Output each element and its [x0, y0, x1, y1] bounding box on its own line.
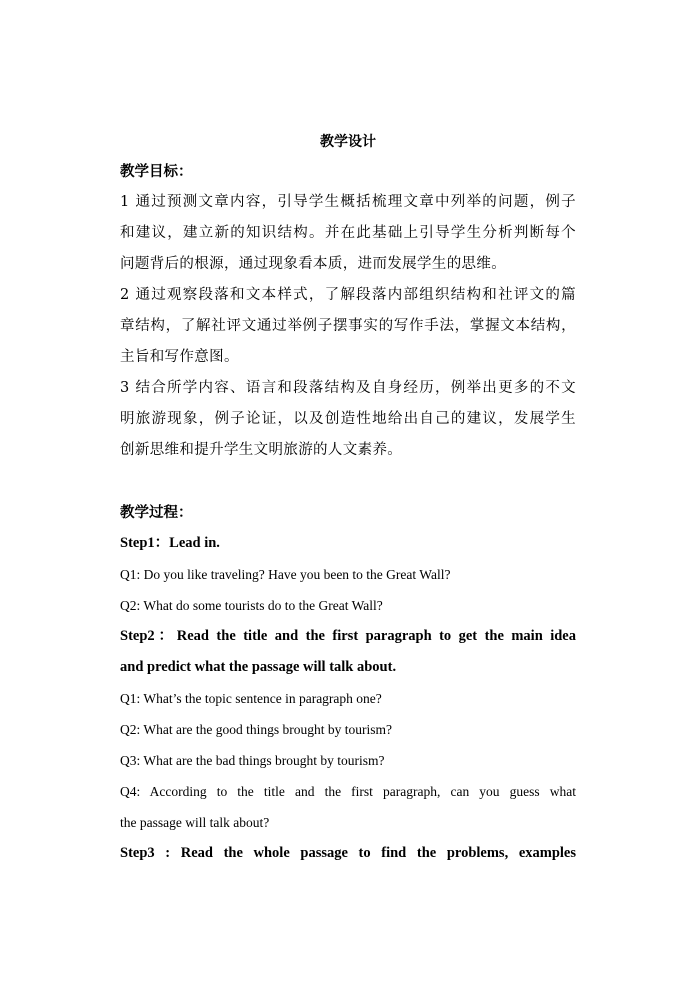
- objective-1-line: 1 通过预测文章内容，引导学生概括梳理文章中列举的问题，例子: [120, 194, 576, 210]
- step3-title: Step3 : Read the whole passage to find the problems, examples: [120, 845, 576, 861]
- step1-question: Q2: What do some tourists do to the Great Wall?: [120, 598, 383, 613]
- objective-3-line: 3 结合所学内容、语言和段落结构及自身经历，例举出更多的不文: [120, 380, 576, 396]
- step2-question: Q1: What’s the topic sentence in paragraph one?: [120, 691, 382, 706]
- document-page: [120, 128, 576, 869]
- step2-title-line: and predict what the passage will talk about.: [120, 659, 397, 675]
- objectives-heading: 教学目标：: [120, 163, 193, 180]
- objective-1-line: 问题背后的根源，通过现象看本质，进而发展学生的思维。: [120, 256, 507, 272]
- step2-question-4-line: the passage will talk about?: [120, 815, 270, 830]
- step1-title: Step1：Lead in.: [120, 535, 220, 551]
- step1-question: Q1: Do you like traveling? Have you been to the Great Wall?: [120, 567, 451, 582]
- blank-line: [120, 466, 576, 497]
- objective-2-line: 主旨和写作意图。: [120, 349, 239, 365]
- objective-1-line: 和建议，建立新的知识结构。并在此基础上引导学生分析判断每个: [120, 225, 576, 241]
- objective-3-line: 创新思维和提升学生文明旅游的人文素养。: [120, 442, 403, 458]
- step2-question-4-line: Q4: According to the title and the first paragraph, can you guess what: [120, 784, 576, 799]
- objective-3-line: 明旅游现象，例子论证，以及创造性地给出自己的建议，发展学生: [120, 411, 576, 427]
- document-title: 教学设计: [320, 134, 376, 150]
- process-heading: 教学过程：: [120, 504, 193, 521]
- step2-question: Q3: What are the bad things brought by tourism?: [120, 753, 385, 768]
- step2-question: Q2: What are the good things brought by tourism?: [120, 722, 392, 737]
- objective-2-line: 章结构，了解社评文通过举例子摆事实的写作手法，掌握文本结构，: [120, 318, 576, 334]
- step2-title-line: Step2：Read the title and the first paragraph to get the main idea: [120, 628, 576, 644]
- objective-2-line: 2 通过观察段落和文本样式，了解段落内部组织结构和社评文的篇: [120, 287, 576, 303]
